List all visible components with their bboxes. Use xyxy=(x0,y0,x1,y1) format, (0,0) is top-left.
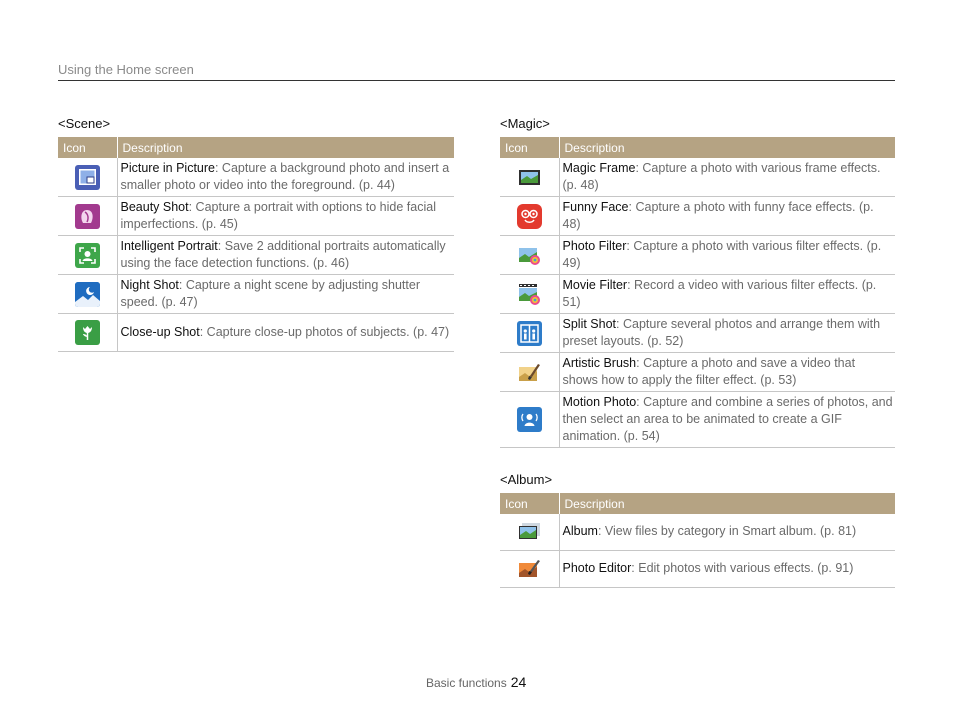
row-description: : Capture a photo with various filter effects. (p. 49) xyxy=(562,239,882,270)
description-column-header: Description xyxy=(117,137,454,158)
row-name: Magic Frame xyxy=(562,161,636,175)
header-divider xyxy=(58,80,895,81)
page-number: 24 xyxy=(510,674,527,690)
row-name: Album xyxy=(562,524,598,539)
night-shot-icon[interactable] xyxy=(75,282,100,307)
photo-filter-icon[interactable] xyxy=(517,243,542,268)
table-row xyxy=(500,314,895,353)
row-name: Beauty Shot xyxy=(120,200,189,214)
description-column-header: Description xyxy=(559,137,895,158)
magic-frame-icon[interactable] xyxy=(517,165,542,190)
table-row xyxy=(500,353,895,392)
row-name: Motion Photo xyxy=(562,395,637,409)
row-description: : Capture a photo with funny face effects. (p. 48) xyxy=(562,200,874,231)
table-row xyxy=(500,550,895,587)
table-row xyxy=(500,392,895,448)
magic-section-title: <Magic> xyxy=(500,116,550,131)
motion-photo-icon[interactable] xyxy=(517,407,542,432)
close-up-shot-icon[interactable] xyxy=(75,320,100,345)
row-name: Funny Face xyxy=(562,200,629,214)
scene-section xyxy=(58,116,454,352)
magic-table xyxy=(500,137,895,448)
artistic-brush-icon[interactable] xyxy=(517,360,542,385)
page-footer xyxy=(426,674,526,690)
row-description: : Capture a portrait with options to hide facial imperfections. (p. 45) xyxy=(120,200,436,231)
scene-table-header xyxy=(58,137,454,158)
icon-column-header: Icon xyxy=(58,137,117,158)
row-name: Close-up Shot xyxy=(120,325,200,339)
row-description: : View files by category in Smart album. (p. 81) xyxy=(597,524,857,539)
table-row xyxy=(500,236,895,275)
scene-section-title: <Scene> xyxy=(58,116,111,131)
magic-section xyxy=(500,116,895,448)
scene-table xyxy=(58,137,454,352)
photo-editor-icon[interactable] xyxy=(517,556,542,581)
album-section-title: <Album> xyxy=(500,472,553,487)
row-name: Artistic Brush xyxy=(562,356,637,370)
table-row xyxy=(500,514,895,550)
intelligent-portrait-icon[interactable] xyxy=(75,243,100,268)
row-description: : Edit photos with various effects. (p. 91) xyxy=(631,561,854,575)
table-row xyxy=(58,314,454,352)
page-header-title: Using the Home screen xyxy=(58,62,194,77)
row-description: : Capture a night scene by adjusting shutter speed. (p. 47) xyxy=(120,278,420,309)
table-row xyxy=(500,275,895,314)
beauty-shot-icon[interactable] xyxy=(75,204,100,229)
split-shot-icon[interactable] xyxy=(517,321,542,346)
table-row xyxy=(58,275,454,314)
album-section xyxy=(500,472,895,588)
row-description: : Save 2 additional portraits automatically using the face detection functions. (p. 46) xyxy=(120,239,446,270)
row-name: Photo Filter xyxy=(562,239,627,253)
table-row xyxy=(58,197,454,236)
funny-face-icon[interactable] xyxy=(517,204,542,229)
row-description: : Capture several photos and arrange them with preset layouts. (p. 52) xyxy=(562,317,881,348)
row-description: : Capture a photo and save a video that shows how to apply the filter effect. (p. 53) xyxy=(562,356,856,387)
table-row xyxy=(58,158,454,197)
album-table-header xyxy=(500,493,895,514)
row-name: Photo Editor xyxy=(562,561,632,575)
row-description: : Capture a photo with various frame effects. (p. 48) xyxy=(562,161,881,192)
row-description: : Capture and combine a series of photos, and then select an area to be animated to create a GIF animation. (p. 54) xyxy=(562,395,893,443)
row-description: : Capture close-up photos of subjects. (p. 47) xyxy=(199,325,450,339)
row-name: Intelligent Portrait xyxy=(120,239,218,253)
row-description: : Record a video with various filter effects. (p. 51) xyxy=(562,278,877,309)
table-row xyxy=(500,158,895,197)
movie-filter-icon[interactable] xyxy=(517,282,542,307)
album-icon[interactable] xyxy=(517,519,542,544)
footer-section-label: Basic functions xyxy=(426,676,507,690)
table-row xyxy=(500,197,895,236)
table-row xyxy=(58,236,454,275)
row-name: Night Shot xyxy=(120,278,179,292)
icon-column-header: Icon xyxy=(500,137,559,158)
row-name: Movie Filter xyxy=(562,278,628,292)
row-description: : Capture a background photo and insert a smaller photo or video into the foreground. (p. 44) xyxy=(120,161,450,192)
row-name: Picture in Picture xyxy=(120,161,215,175)
icon-column-header: Icon xyxy=(500,493,559,514)
album-table xyxy=(500,493,895,588)
row-name: Split Shot xyxy=(562,317,617,331)
picture-in-picture-icon[interactable] xyxy=(75,165,100,190)
description-column-header: Description xyxy=(559,493,895,514)
magic-table-header xyxy=(500,137,895,158)
